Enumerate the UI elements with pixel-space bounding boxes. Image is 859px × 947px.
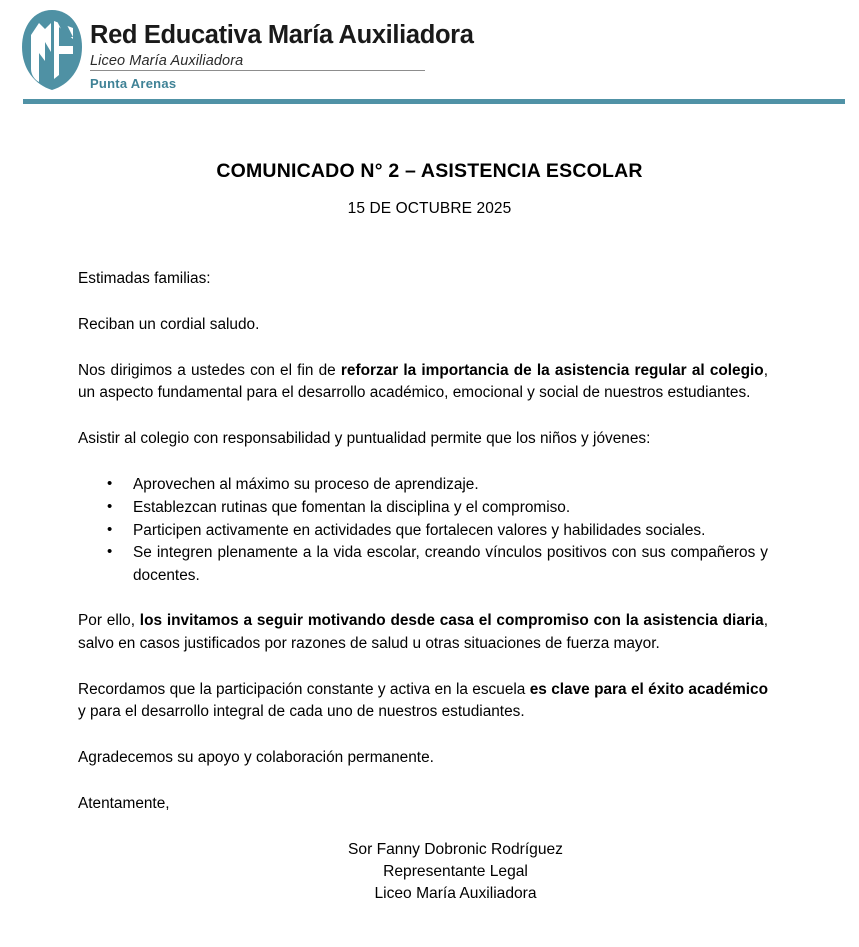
thanks-paragraph: Agradecemos su apoyo y colaboración permanente. [78,749,434,767]
signature-block [78,839,768,905]
organization-name: Red Educativa María Auxiliadora [90,21,474,49]
reminder-text-1: Recordamos que la participación constante y activa en la escuela [78,680,530,698]
purpose-text-2: , un aspecto fundamental para el desarrollo académico, emocional y social de nuestros estudiantes. [78,361,768,402]
reminder-bold-1: es clave para el éxito académico [529,680,768,698]
ma-monogram-shield-logo-icon [21,9,83,91]
purpose-bold-1: reforzar la importancia de la asistencia regular al colegio [340,361,764,379]
reminder-text-2: y para el desarrollo integral de cada uno de nuestros estudiantes. [78,703,525,721]
list-item: • Se integren plenamente a la vida escolar, creando vínculos positivos con sus compañeros y docentes. [78,542,768,588]
list-item: • Establezcan rutinas que fomentan la disciplina y el compromiso. [78,497,768,520]
signer-name: Sor Fanny Dobronic Rodríguez [348,840,563,858]
closing-paragraph: Atentamente, [78,794,170,812]
purpose-paragraph [78,360,768,406]
benefits-list [78,474,768,588]
organization-city: Punta Arenas [90,75,177,91]
letterhead [0,0,859,104]
document-date: 15 DE OCTUBRE 2025 [347,200,512,217]
header-divider [23,99,845,104]
list-intro-paragraph: Asistir al colegio con responsabilidad y puntualidad permite que los niños y jóvenes: [78,430,651,448]
signer-role: Representante Legal [383,862,528,880]
list-item: • Participen activamente en actividades que fortalecen valores y habilidades sociales. [78,520,768,543]
reminder-paragraph [78,679,768,725]
organization-subtitle-rule [90,53,425,71]
organization-subtitle: Liceo María Auxiliadora [90,52,244,69]
greeting-paragraph: Estimadas familias: [78,270,211,287]
purpose-text-1: Nos dirigimos a ustedes con el fin de [78,361,341,379]
signer-institution: Liceo María Auxiliadora [374,885,537,903]
list-item: • Aprovechen al máximo su proceso de aprendizaje. [78,474,768,497]
document-body [0,268,859,905]
salutation-paragraph: Reciban un cordial saludo. [78,315,260,333]
invitation-text-2: , salvo en casos justificados por razones de salud u otras situaciones de fuerza mayor. [78,611,768,652]
page-title: COMUNICADO N° 2 – ASISTENCIA ESCOLAR [216,160,643,182]
organization-block [90,22,790,91]
invitation-text-1: Por ello, [78,611,140,629]
invitation-bold-1: los invitamos a seguir motivando desde casa el compromiso con la asistencia diaria [139,611,764,629]
invitation-paragraph [78,610,768,656]
title-block [0,160,859,218]
